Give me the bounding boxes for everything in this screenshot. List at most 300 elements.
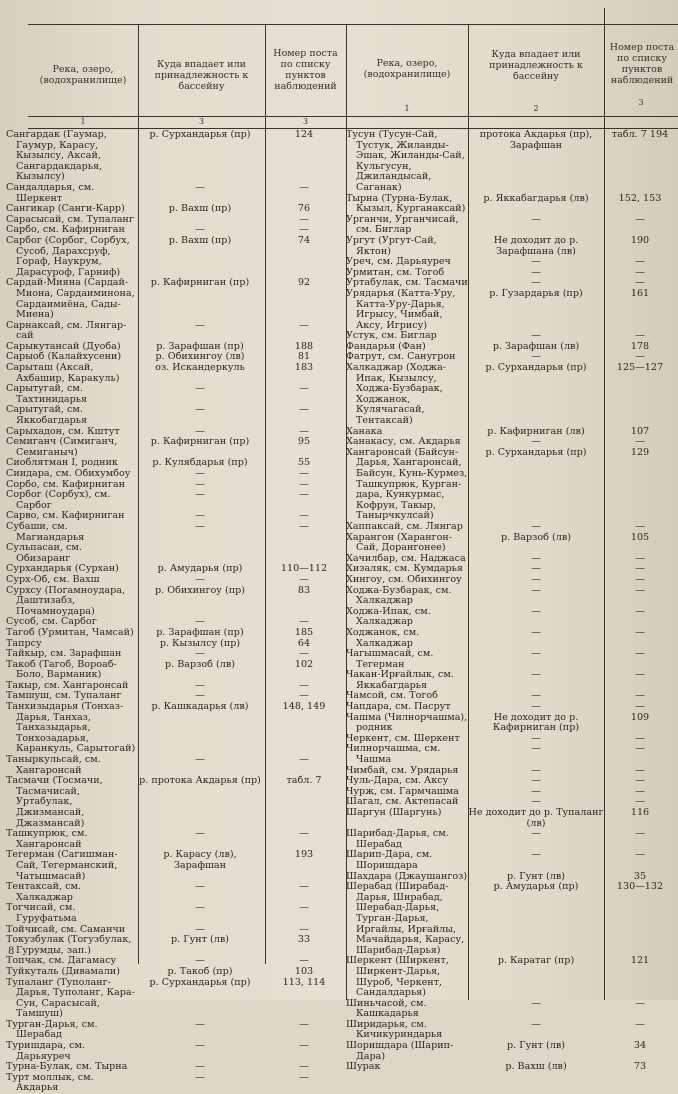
post-number: — [299,319,309,331]
table-row [6,967,346,978]
basin-cell: р. Кашкадарья (лв) [151,701,249,713]
post-number: — [635,520,645,532]
post-number: — [635,573,645,585]
post-number: 81 [297,351,311,363]
post-number: 107 [630,425,650,437]
table-row [346,1020,678,1041]
left-table [6,129,346,1094]
post-number: — [635,669,645,681]
basin-cell: р. Вахш (пр) [168,203,232,215]
basin-cell: р. Кафирниган (пр) [150,277,250,289]
basin-cell: р. Каратаг (пр) [497,955,575,967]
basin-cell: — [531,701,541,713]
table-row [6,829,346,850]
basin-cell: — [531,605,541,617]
river-name: Тойчисай, см. Саманчи [6,923,126,935]
post-number: 74 [297,234,311,246]
post-number: 73 [633,1061,647,1073]
table-row [346,882,678,956]
table-row [346,649,678,670]
table-row [346,808,678,829]
basin-cell: р. Сурхандарья (пр) [485,362,587,374]
river-name: Хачилбар, см. Наджаса [346,552,466,564]
river-name: Шарип-Дара, см. Шоришдара [346,849,433,871]
post-number: — [299,224,309,236]
post-number: — [299,828,309,840]
river-name: Ходжа-Ипак, см. Халкаджар [346,605,431,628]
basin-cell: — [531,351,541,363]
post-number: — [299,754,309,766]
post-number: 121 [630,955,650,967]
basin-cell: — [531,690,541,702]
table-row [346,215,678,236]
river-name: Таныркульсай, см. Хангаронсай [6,754,101,776]
post-number: — [299,425,309,437]
post-number: 76 [297,203,311,215]
post-number: — [299,1061,309,1073]
river-name: Турган-Дарья, см. Шерабад [6,1018,98,1041]
basin-cell: р. Вахш (пр) [168,234,232,246]
basin-cell: р. Кызылсу (пр) [159,637,241,649]
basin-cell: Не доходит до р. Зарафшана (лв) [493,234,579,257]
river-name: Ширидарья, см. Кичикуриндарья [346,1018,443,1041]
post-number: 193 [294,849,314,861]
river-name: Чакан-Ирғайлык, см. Яккабагдарья [346,669,454,691]
river-name: Тагоб (Урмитан, Чамсай) [6,626,134,638]
basin-cell: р. Обихингоу (лв) [155,351,245,363]
post-number: — [635,775,645,787]
header-basin-left: Куда впадает или принадлежность к бассейну [154,58,249,92]
basin-cell: — [195,573,205,585]
river-name: Сурхандарья (Сурхан) [6,563,119,575]
river-name: Сиоблятман I, родник [6,457,118,469]
river-name: Шерабад (Ширабад-Дарья, Ширабад, Шерабад-Дарья, Турган-Дарья, Иргайлы, Ирғайлы, Мачайдарья, Карасу, Шарибад-Дарья) [346,881,465,956]
basin-cell: оз. Искандеркуль [155,362,245,374]
post-number: — [635,743,645,755]
river-name: Такоб (Тагоб, Вороаб-Боло, Варманик) [6,658,117,681]
post-number: — [299,679,309,691]
table-row [346,448,678,522]
river-name: Туйкуталь (Дивамали) [6,965,120,977]
colnum-1: 1 [80,117,86,126]
river-name: Тегерман (Сагишман-Сай, Тегерманский, Чатышмасай) [6,849,118,882]
post-number: 178 [630,340,650,352]
table-row [346,850,678,871]
river-name: Харангон (Харангон-Сай, Дорангонее) [346,531,453,554]
basin-cell: протока Акдарья (пр), Зарафшан [479,129,593,151]
basin-cell: Не доходит до р. Тупаланг (лв) [468,807,604,829]
post-number: 129 [630,446,650,458]
table-row [346,289,678,331]
river-name: Шахдара (Джаушангоз) [346,870,468,882]
basin-cell: — [195,404,205,416]
post-number: — [635,732,645,744]
post-number: — [299,181,309,193]
post-number: 34 [633,1040,647,1052]
table-row [6,405,346,426]
river-name: Черкент, см. Шеркент [346,732,460,744]
table-row [6,384,346,405]
basin-cell: — [531,669,541,681]
river-name: Уртабулак, см. Тасмачи [346,277,468,289]
table-row [6,1041,346,1062]
river-name: Устук, см. Биглар [346,330,437,342]
table-row [346,713,678,734]
basin-cell: — [195,181,205,193]
post-number: — [635,256,645,268]
river-name: Чапдара, см. Пасрут [346,701,451,713]
post-number: — [299,955,309,967]
river-name: Шоришдара (Шарип-Дара) [346,1040,454,1062]
river-name: Тапрсу [6,637,42,649]
river-name: Чуль-Дара, см. Аксу [346,775,449,787]
header-river-left: Река, озеро, (водохранилище) [39,64,127,86]
post-number: — [635,626,645,638]
river-name: Тайкыр, см. Зарафшан [6,648,122,660]
colnum-4: 1 [404,104,410,113]
left-rows [6,130,346,1094]
basin-cell: — [195,616,205,628]
river-name: Сарбог (Сорбог, Сорбух, Сусоб, Дарахсруф, Гораф, Наукрум, Дарасуроф, Гарниф) [6,234,130,278]
river-name: Сарытугай, см. Яккобагдарья [6,404,88,427]
post-number: — [635,552,645,564]
table-row [346,194,678,215]
post-number: — [635,796,645,808]
post-number: — [635,605,645,617]
basin-cell: р. Зарафшан (пр) [156,626,244,638]
page-number: 8 [8,946,15,957]
basin-cell: — [531,997,541,1009]
river-name: Турт моллык, см. Акдарья [6,1071,94,1094]
basin-cell: р. Кафирниган (лв) [487,425,585,437]
river-name: Сарыоб (Калайхусени) [6,351,122,363]
river-name: Сарасысай, см. Тупаланг [6,213,134,225]
table-row [6,660,346,681]
basin-cell: р. Варзоб (лв) [501,531,571,543]
table-row [346,829,678,850]
table-row [6,575,346,586]
basin-cell: — [531,277,541,289]
river-name: Сангардак (Гаумар, Гаумур, Карасу, Кызылсу, Аксай, Сангардакдарья, Кызылсу) [6,129,107,183]
basin-cell: р. Гунт (лв) [171,934,229,946]
post-number: — [299,573,309,585]
table-row [346,670,678,691]
colnum-5: 2 [533,104,539,113]
colnum-3: 3 [302,117,309,126]
river-name: Фандарья (Фан) [346,340,426,352]
river-name: Урганчи, Урганчисай, см. Биглар [346,213,459,236]
post-number: 185 [294,626,314,638]
basin-cell: — [195,1061,205,1073]
basin-cell: — [195,489,205,501]
table-row [6,183,346,204]
post-number: — [635,266,645,278]
post-number: — [299,881,309,893]
right-rows [346,130,678,1073]
table-row [346,522,678,533]
river-name: Чилнорчашма, см. Чашма [346,743,441,766]
table-row [346,363,678,427]
post-number: 183 [294,362,314,374]
river-name: Тентаксай, см. Халкаджар [6,881,81,903]
post-number: — [299,1040,309,1052]
basin-cell: р. Яккабагдарья (лв) [483,192,589,204]
post-number: 103 [294,965,314,977]
post-number: — [299,1071,309,1083]
table-row [6,1073,346,1094]
table-row [6,903,346,924]
post-number: — [635,997,645,1009]
basin-cell: — [195,754,205,766]
basin-cell: р. Сурхандарья (пр) [149,976,251,988]
post-number: 130—132 [616,881,664,893]
river-name: Танхизыдарья (Тонхаз-Дарья, Танхаз, Танхазыдарья, Тонхозадарья, Каранкуль, Сарытогай) [6,701,136,755]
post-number: 113, 114 [282,976,326,988]
basin-cell: р. Амударья (пр) [493,881,579,893]
river-name: Чашма (Чилнорчашма), родник [346,711,468,734]
post-number: 152, 153 [618,192,662,204]
post-number: — [635,213,645,225]
basin-cell: р. протока Акдарья (пр) [139,775,261,787]
table-row [346,236,678,257]
river-name: Топчак, см. Дагамасу [6,955,117,967]
river-name: Фатрут, см. Санугрон [346,351,456,363]
post-number: — [635,351,645,363]
post-number: 188 [294,340,314,352]
post-number: 116 [630,807,650,818]
post-number [264,543,344,564]
header-river-right: Река, озеро, (водохранилище) [363,58,451,80]
river-name: Чимбай, см. Урядарья [346,764,459,776]
table-row [6,437,346,458]
basin-cell: — [531,775,541,787]
table-row [6,321,346,342]
table-row [6,702,346,755]
river-name: Сарбо, см. Кафирниган [6,224,125,236]
river-name: Семиганч (Симиганч, Семиганыч) [6,436,118,458]
river-name: Сарытугай, см. Тахтинидарья [6,383,88,405]
river-name: Ханака [346,425,383,437]
post-number: 148, 149 [282,701,326,713]
basin-cell: — [531,256,541,268]
post-number: 109 [630,711,650,723]
river-name: Сарыкутансай (Дуоба) [6,340,121,352]
basin-cell: р. Сурхандарья (пр) [149,129,251,140]
post-number: — [299,923,309,935]
basin-cell: р. Такоб (пр) [167,965,233,977]
basin-cell: — [195,955,205,967]
header-basin-right: Куда впадает или принадлежность к бассейну [489,48,583,82]
river-name: Урядарья (Катта-Уру, Катта-Уру-Дарья, Игрысу, Чимбай, Аксу, Игрису) [346,287,456,331]
river-name: Ходжанок, см. Халкаджар [346,626,420,649]
table-row [6,935,346,956]
post-number: — [635,436,645,448]
basin-cell: — [195,478,205,490]
post-number: 102 [294,658,314,670]
river-name: Уреч, см. Дарьяуреч [346,256,451,268]
table-row [6,755,346,776]
basin-cell: — [195,1040,205,1052]
river-name: Чагышмасай, см. Тегерман [346,648,434,670]
table-row [346,999,678,1020]
basin-cell: — [531,743,541,755]
basin-cell: — [531,1018,541,1030]
river-name: Шиньчасой, см. Кашкадарья [346,997,427,1020]
basin-cell: — [195,1071,205,1083]
table-row [6,543,346,564]
river-name: Сурхсу (Погамноудара, Даштизабз, Почамноудара) [6,584,126,617]
post-number: 161 [630,287,650,299]
post-number: — [635,277,645,289]
post-number: — [635,584,645,596]
basin-cell: — [531,626,541,638]
river-name: Сурх-Об, см. Вахш [6,573,100,585]
post-number: 64 [297,637,311,649]
river-name: Сандалдарья, см. Шеркент [6,181,95,204]
table-row [346,744,678,765]
river-name: Сангикар (Санги-Карр) [6,203,125,215]
basin-cell: — [531,732,541,744]
table-row [6,882,346,903]
post-number: — [299,383,309,395]
post-number: — [635,1018,645,1030]
basin-cell: — [531,573,541,585]
table-row [6,363,346,384]
table-row [6,469,346,480]
post-number: 110—112 [280,563,328,575]
basin-cell: — [195,383,205,395]
basin-cell: р. Кулябдарья (пр) [152,457,248,469]
river-name: Такыр, см. Хангаронсай [6,679,129,691]
basin-cell: — [531,785,541,797]
basin-cell: — [195,881,205,893]
river-name: Шаргун (Шаргунь) [346,807,442,818]
basin-cell: р. Карасу (лв), Зарафшан [163,849,237,871]
post-number: 105 [630,531,650,543]
river-name: Субаши, см. Магиандарья [6,520,85,543]
river-name: Ходжа-Бузбарак, см. Халкаджар [346,584,452,607]
post-number: 35 [633,870,647,882]
basin-cell: р. Варзоб (лв) [165,658,235,670]
basin-cell: — [531,828,541,840]
post-number: 83 [297,584,311,596]
basin-cell: р. Сурхандарья (пр) [485,446,587,458]
river-name: Сульпасаи, см. Обизаранг [6,542,82,564]
basin-cell: — [531,796,541,808]
table-row [346,628,678,649]
river-name: Токузбулак (Тогузбулак, Гурумды, зап.) [6,934,132,956]
river-name: Тупаланг (Туполанг-Дарья, Туполанг, Кара-Сун, Сарасысай, Тамшуш) [6,976,135,1020]
basin-cell: — [195,679,205,691]
river-name: Хангаронсай (Байсун-Дарья, Хангаронсай, Байсун, Кунь-Курмез, Ташкупрюк, Курган-дара, Кункурмас, Кофрун, Такыр, Танырчкулсай) [346,446,468,522]
right-table [346,129,678,1073]
post-number: — [635,648,645,660]
basin-cell: — [195,224,205,236]
basin-cell: — [531,764,541,776]
river-name: Турна-Булак, см. Тырна [6,1061,128,1073]
table-row [6,236,346,278]
basin-cell: Не доходит до р. Кафирниган (пр) [492,711,580,734]
table-row [6,586,346,618]
post-number: — [635,563,645,575]
header-post-right: Номер поста по списку пунктов наблюдений [609,42,675,86]
post-number: — [299,489,309,501]
river-name: Чурж, см. Гармчашма [346,785,459,797]
post-number: — [299,213,309,225]
post-number: 33 [297,934,311,946]
basin-cell: — [531,648,541,660]
post-number: 125—127 [616,362,664,374]
table-row [346,607,678,628]
basin-cell: р. Зарафшан (пр) [156,340,244,352]
river-name: Сорбо, см. Кафирниган [6,478,125,490]
post-number: — [299,616,309,628]
post-number: — [299,648,309,660]
river-name: Тамшуш, см. Тупаланг [6,690,122,702]
post-number: — [299,902,309,914]
basin-cell [136,543,264,564]
post-number: 190 [630,234,650,246]
post-number: — [299,510,309,522]
basin-cell: — [195,923,205,935]
river-name: Чамсой, см. Тогоб [346,690,438,702]
post-number: 95 [297,436,311,448]
basin-cell: — [195,520,205,532]
river-name: Тырна (Турна-Булак, Кызыл, Курганаксай) [346,192,466,215]
post-number: — [635,764,645,776]
basin-cell: — [195,902,205,914]
post-number: — [299,478,309,490]
basin-cell: — [195,648,205,660]
river-name: Хизаляк, см. Кумдарья [346,563,463,575]
table-row [346,956,678,998]
top-rule [28,24,678,25]
table-row [6,628,346,639]
river-name: Сардай-Мияна (Сардай-Миона, Сардаиминона, Сардаимиёна, Сады-Миена) [6,277,135,321]
river-name: Сарыташ (Аксай, Ахбашир, Каракуль) [6,362,120,384]
post-number: — [635,849,645,861]
river-name: Ташкупрюк, см. Хангаронсай [6,828,88,850]
post-number: табл. 7 [286,775,322,787]
post-number: 55 [297,457,311,469]
table-row [6,1020,346,1041]
basin-cell: р. Гунт (лв) [507,870,565,882]
river-name: Сусоб, см. Сарбог [6,616,97,628]
basin-cell: — [531,849,541,861]
basin-cell: — [195,468,205,479]
basin-cell: — [531,520,541,532]
post-number: — [635,828,645,840]
basin-cell: р. Гунт (лв) [507,1040,565,1052]
table-row [346,586,678,607]
post-number: — [635,690,645,702]
river-name: Тасмачи (Тосмачи, Тасмачисай, Уртабулак, Джизмансай, Джазмансай) [6,775,103,829]
river-name: Туришдара, см. Дарьяуреч [6,1040,85,1062]
river-name: Шарибад-Дарья, см. Шерабад [346,828,449,850]
river-name: Сиидара, см. Обихумбоу [6,468,131,479]
basin-cell: — [531,213,541,225]
post-number: — [299,404,309,416]
basin-cell: р. Гузардарья (пр) [489,287,583,299]
river-name: Шагал, см. Актепасай [346,796,459,808]
river-name: Тусун (Тусун-Сай, Тустук, Жиланды-Эшак, Жиланды-Сай, Кульгусун, Джиландысай, Саганак) [346,129,465,193]
river-name: Ургут (Ургут-Сай, Яктон) [346,234,437,257]
post-number: — [635,330,645,342]
table-row [6,522,346,543]
table-row [6,490,346,511]
basin-cell: — [531,552,541,564]
post-number: — [299,520,309,532]
